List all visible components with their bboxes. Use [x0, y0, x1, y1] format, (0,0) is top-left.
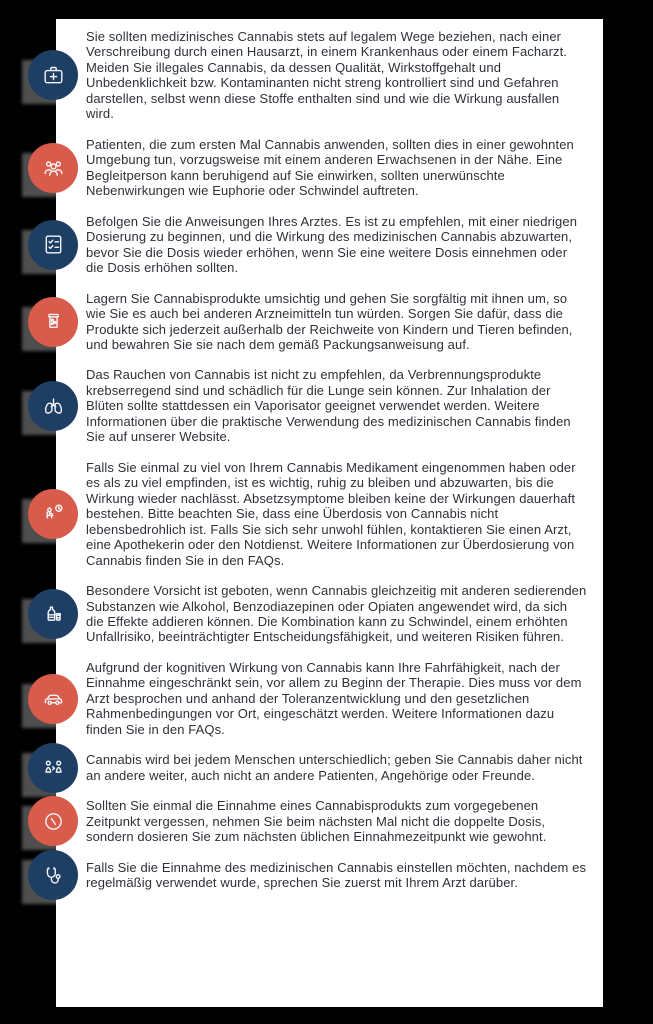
guideline-item [86, 137, 588, 199]
guideline-text: Befolgen Sie die Anweisungen Ihres Arztes. Es ist zu empfehlen, mit einer niedrigen Dosierung zu beginnen, und die Wirkung des medizinischen Cannabis abzuwarten, bevor Sie die Dosis wieder erhöhen, wenn Sie eine weitere Dosis einnehmen oder die Dosis erhöhen sollten. [86, 213, 578, 276]
guideline-text: Aufgrund der kognitiven Wirkung von Cannabis kann Ihre Fahrfähigkeit, nach der Einnahme eingeschränkt sein, vor allem zu Beginn der Therapie. Dies muss vor dem Arzt besprochen und anhand der Toleranzentwicklung und den gesetzlichen Rahmenbedingungen vor Ort, eingeschätzt werden. Weitere Informationen dazu finden Sie in den FAQs. [86, 659, 582, 737]
clock-icon [28, 796, 78, 846]
people-group-icon [28, 143, 78, 193]
no-sharing-icon [28, 743, 78, 793]
guideline-item [86, 752, 588, 783]
car-icon [28, 674, 78, 724]
guideline-item [86, 460, 588, 568]
guideline-item [86, 367, 588, 444]
guideline-text: Das Rauchen von Cannabis ist nicht zu empfehlen, da Verbrennungsprodukte krebserregend sind und schädlich für die Lunge sein können. Zur Inhalation der Blüten sollte stattdessen ein Vaporisator geeignet verwendet werden. Weitere Informationen über die praktische Verwendung des medizinischen Cannabis finden Sie auf unserer Website. [86, 367, 571, 445]
stethoscope-icon [28, 850, 78, 900]
checklist-icon [28, 220, 78, 270]
medicine-jar-icon [28, 297, 78, 347]
guideline-text: Falls Sie einmal zu viel von Ihrem Cannabis Medikament eingenommen haben oder es als zu viel empfinden, ist es wichtig, ruhig zu bleiben und abzuwarten, bis die Wirkung wieder nachlässt. Absetzsymptome bleiben keine der Wirkungen dauerhaft bestehen. Bitte beachten Sie, dass eine Überdosis von Cannabis nicht lebensbedrohlich ist. Falls Sie sich sehr unwohl fühlen, kontaktieren Sie einen Arzt, eine Apothekerin oder den Notdienst. Weitere Informationen zur Überdosierung von Cannabis finden Sie in den FAQs. [86, 459, 576, 568]
guideline-text: Besondere Vorsicht ist geboten, wenn Cannabis gleichzeitig mit anderen sedierenden Substanzen wie Alkohol, Benzodiazepinen oder Opiaten angewendet wird, da sich die Effekte addieren können. Die Kombination kann zu Schwindel, einem erhöhten Unfallrisiko, beeinträchtigter Entscheidungsfähigkeit, und weiteren Risiken führen. [86, 583, 587, 645]
lungs-icon [28, 381, 78, 431]
guideline-item [86, 29, 588, 122]
guideline-list [86, 29, 588, 891]
guideline-text: Lagern Sie Cannabisprodukte umsichtig und gehen Sie sorgfältig mit ihnen um, so wie Sie es auch bei anderen Arzneimitteln tun würden. Sorgen Sie dafür, dass die Produkte sich jederzeit außerhalb der Reichweite von Kindern und Tieren befinden, und bewahren Sie sie nach dem gemäß Packungsanweisung auf. [86, 290, 573, 352]
guideline-item [86, 214, 588, 276]
guideline-text: Falls Sie die Einnahme des medizinischen Cannabis einstellen möchten, nachdem es regelmäßig verwendet wurde, sprechen Sie zuerst mit Ihrem Arzt darüber. [86, 859, 587, 891]
guideline-item [86, 660, 588, 737]
guideline-text: Cannabis wird bei jedem Menschen unterschiedlich; geben Sie Cannabis daher nicht an andere weiter, auch nicht an andere Patienten, Angehörige oder Freunde. [86, 752, 583, 783]
alcohol-bottles-icon [28, 589, 78, 639]
waiting-person-clock-icon [28, 489, 78, 539]
content-panel [56, 19, 603, 1007]
guideline-item [86, 291, 588, 353]
guideline-item [86, 798, 588, 844]
guideline-item [86, 583, 588, 645]
medical-bag-icon [28, 50, 78, 100]
guideline-text: Patienten, die zum ersten Mal Cannabis anwenden, sollten dies in einer gewohnten Umgebung tun, vorzugsweise mit einem anderen Erwachsenen in der Nähe. Eine Begleitperson kann beruhigend auf Sie einwirken, sollten unerwünschte Nebenwirkungen wie Euphorie oder Schwindel auftreten. [86, 136, 574, 199]
guideline-item [86, 860, 588, 891]
guideline-text: Sie sollten medizinisches Cannabis stets auf legalem Wege beziehen, nach einer Verschreibung durch einen Hausarzt, in einem Krankenhaus oder einem Facharzt. Meiden Sie illegales Cannabis, da dessen Qualität, Wirkstoffgehalt und Unbedenklichkeit bzw. Kontaminanten nicht streng kontrolliert sind und Gefahren darstellen, selbst wenn diese Stoffe enthalten sind und wie die Wirkung ausfallen wird. [86, 29, 568, 122]
guideline-text: Sollten Sie einmal die Einnahme eines Cannabisprodukts zum vorgegebenen Zeitpunkt vergessen, nehmen Sie beim nächsten Mal nicht die doppelte Dosis, sondern dosieren Sie zum nächsten üblichen Einnahmezeitpunkt wie gewohnt. [86, 798, 547, 845]
